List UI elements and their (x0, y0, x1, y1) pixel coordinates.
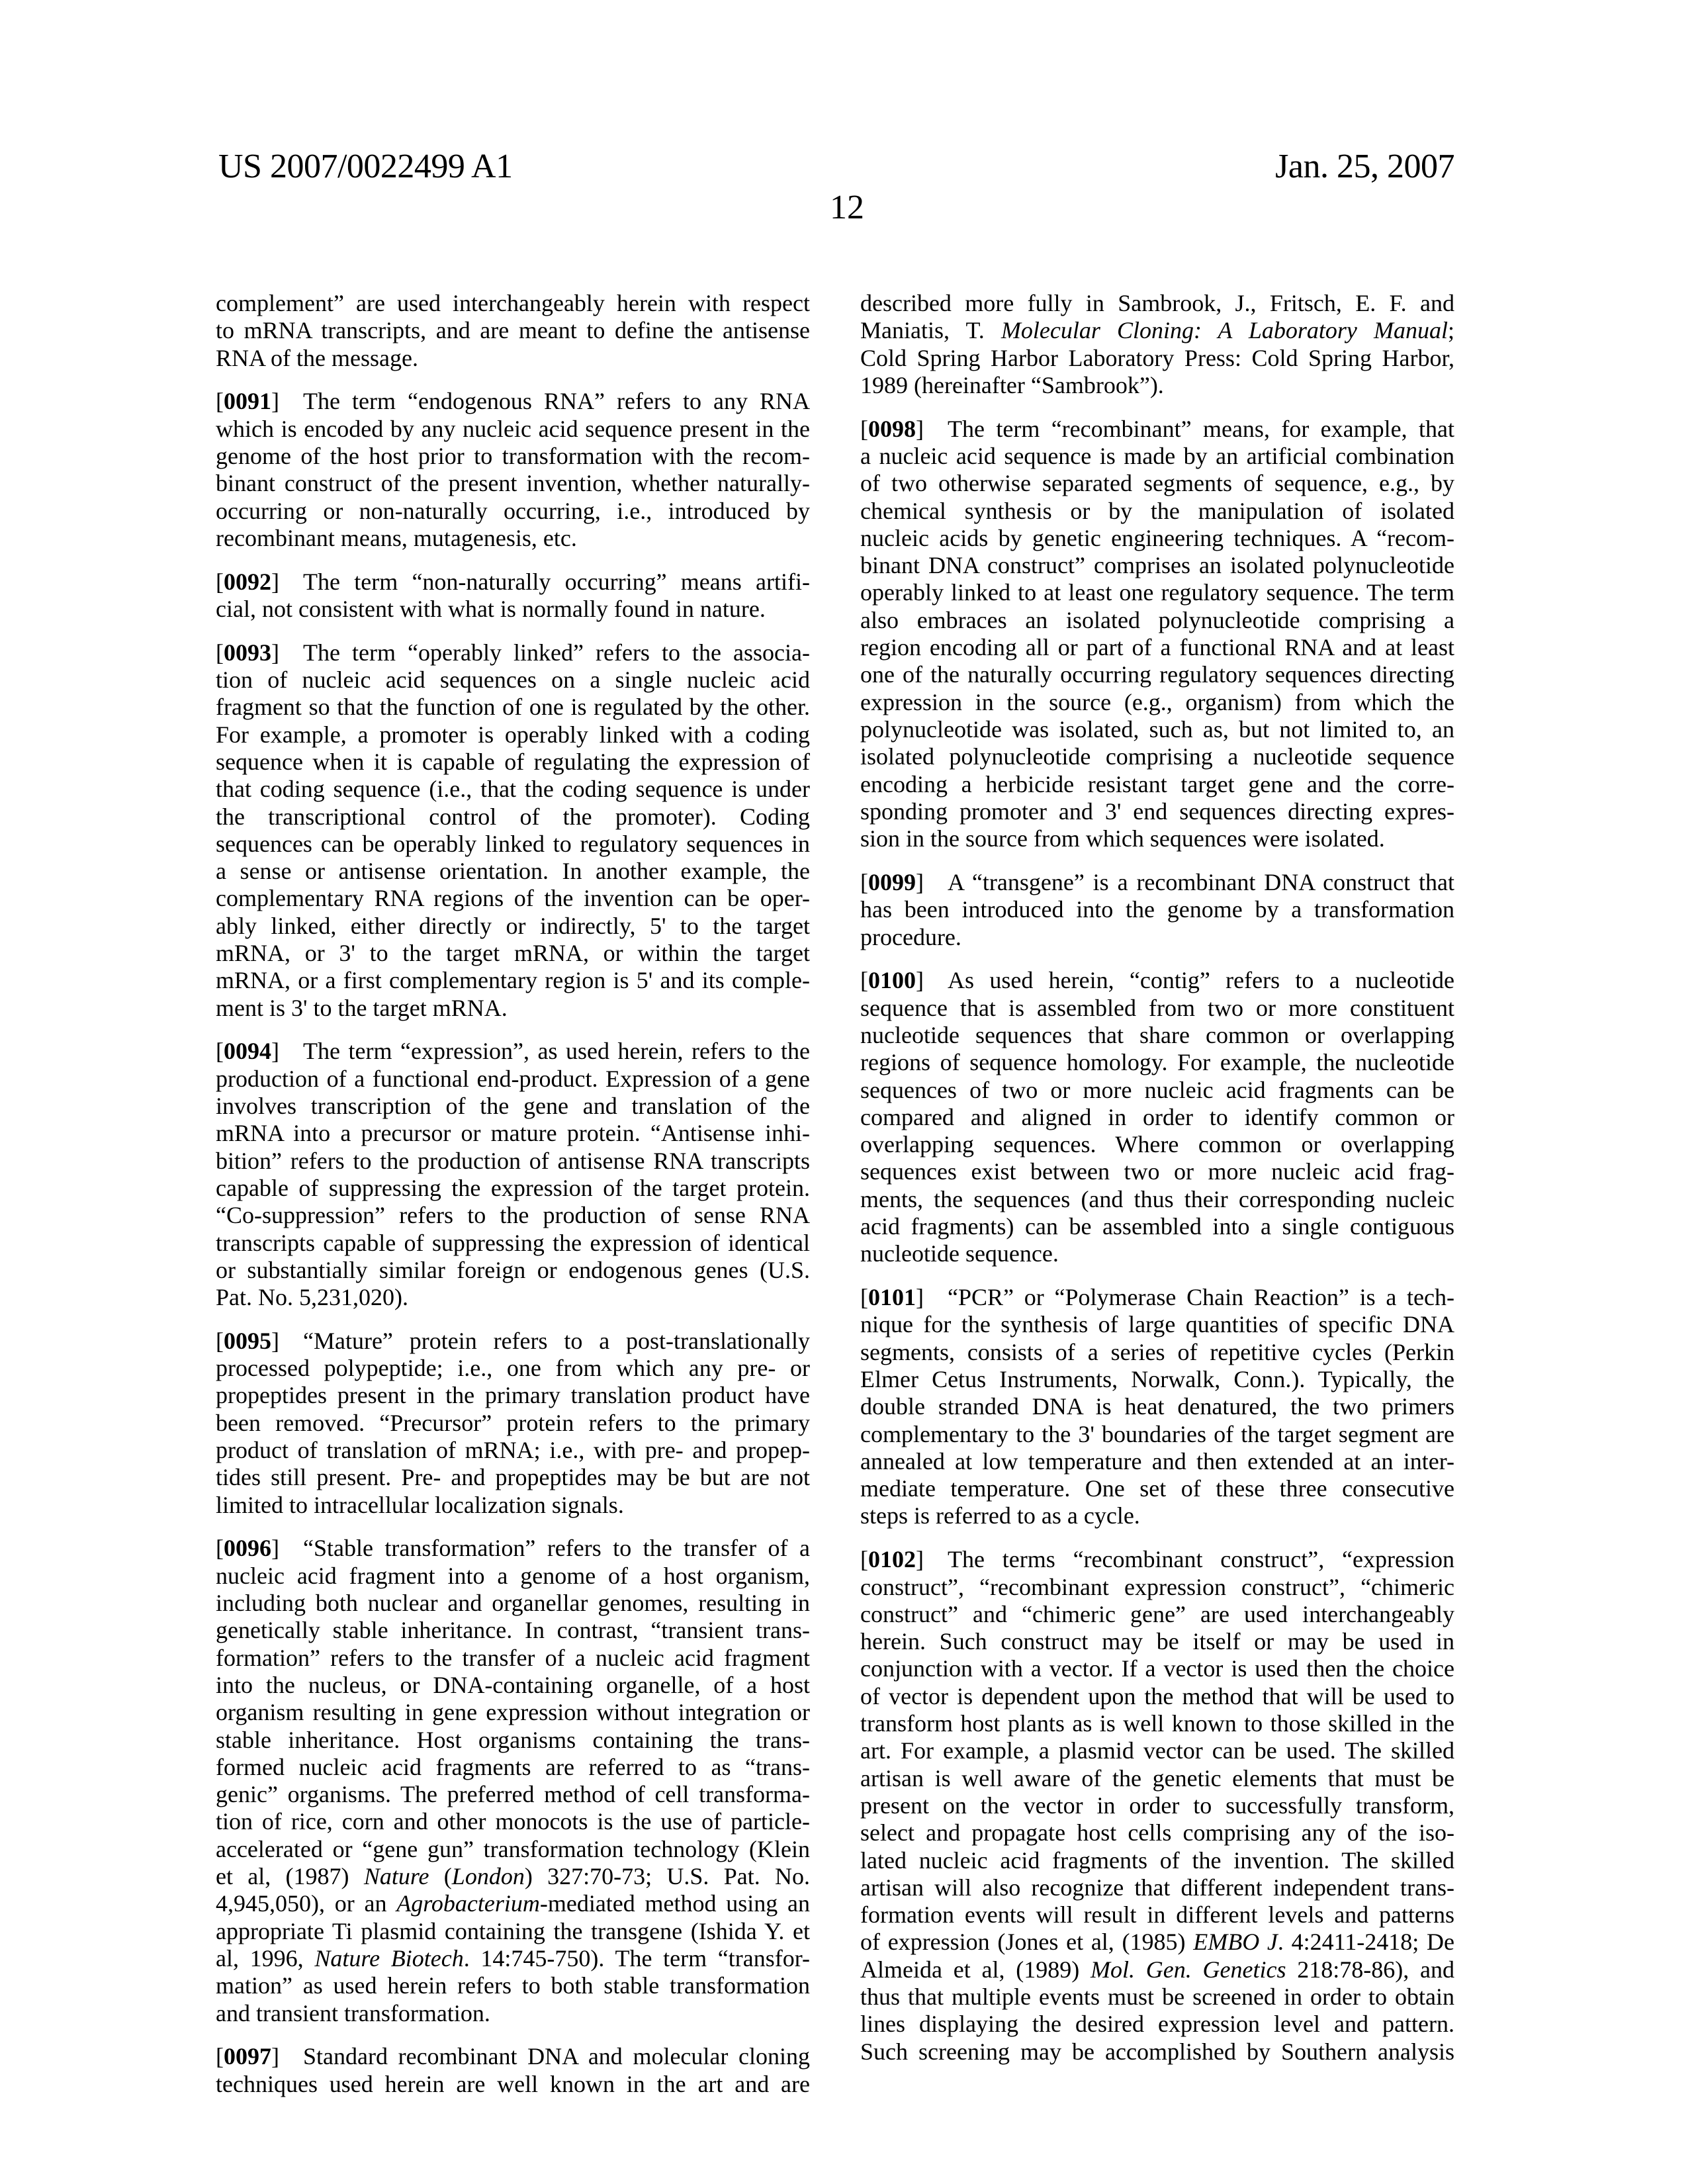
text-line: stable inheritance. Host organisms containing the trans- (216, 1726, 810, 1753)
text-line: of two otherwise separated segments of sequence, e.g., by (860, 470, 1454, 497)
text-line: [0098] The term “recombinant” means, for example, that (860, 415, 1454, 442)
text-line: “Co-suppression” refers to the production of sense RNA (216, 1202, 810, 1229)
text-line: including both nuclear and organellar genomes, resulting in (216, 1590, 810, 1617)
text-line: Almeida et al, (1989) Mol. Gen. Genetics 218:78-86), and (860, 1956, 1454, 1983)
page-number: 12 (830, 189, 864, 226)
text-line: chemical synthesis or by the manipulation of isolated (860, 497, 1454, 524)
text-line: into the nucleus, or DNA-containing organelle, of a host (216, 1671, 810, 1698)
text-line: For example, a promoter is operably linked with a coding (216, 721, 810, 748)
text-line: sequence that is assembled from two or more constituent (860, 994, 1454, 1021)
text-line: or substantially similar foreign or endogenous genes (U.S. (216, 1256, 810, 1283)
text-line: transcripts capable of suppressing the expression of identical (216, 1229, 810, 1256)
paragraph-0100 (860, 967, 1454, 1267)
text-line: polynucleotide was isolated, such as, but not limited to, an (860, 715, 1454, 743)
text-line: mRNA into a precursor or mature protein. “Antisense inhi- (216, 1120, 810, 1147)
text-line: isolated polynucleotide comprising a nucleotide sequence (860, 743, 1454, 770)
text-line: one of the naturally occurring regulatory sequences directing (860, 661, 1454, 688)
text-line: acid fragments) can be assembled into a single contiguous (860, 1213, 1454, 1240)
text-line: [0092] The term “non-naturally occurring” means artifi- (216, 568, 810, 595)
paragraph-number: [0094] (216, 1038, 279, 1065)
text-line: mRNA, or 3' to the target mRNA, or within the target (216, 940, 810, 967)
paragraph-0097 (216, 2043, 810, 2098)
text-line: sponding promoter and 3' end sequences directing expres- (860, 797, 1454, 825)
text-line: formation events will result in different levels and patterns (860, 1901, 1454, 1929)
text-line: lines displaying the desired expression level and pattern. (860, 2011, 1454, 2038)
text-line: binant construct of the present invention, whether naturally- (216, 470, 810, 497)
paragraph-number: [0102] (860, 1546, 924, 1573)
text-line: and transient transformation. (216, 1999, 490, 2026)
text-line: compared and aligned in order to identify common or (860, 1103, 1454, 1130)
text-line: complementary RNA regions of the invention can be oper- (216, 885, 810, 912)
paragraph-0102 (860, 1546, 1454, 2066)
text-line: occurring or non-naturally occurring, i.e., introduced by (216, 497, 810, 524)
text-line: sequence when it is capable of regulating the expression of (216, 748, 810, 775)
left-column (216, 290, 810, 2114)
text-line: to mRNA transcripts, and are meant to define the antisense (216, 317, 810, 344)
paragraph-number: [0095] (216, 1327, 279, 1354)
text-line: sequences exist between two or more nucleic acid frag- (860, 1158, 1454, 1185)
paragraph-0092 (216, 569, 810, 623)
text-line: binant DNA construct” comprises an isolated polynucleotide (860, 552, 1454, 579)
text-line: 1989 (hereinafter “Sambrook”). (860, 371, 1164, 398)
text-line: bition” refers to the production of antisense RNA transcripts (216, 1147, 810, 1174)
paragraph-number: [0096] (216, 1535, 279, 1562)
text-line: double stranded DNA is heat denatured, the two primers (860, 1393, 1454, 1420)
text-line: complementary to the 3' boundaries of the target segment are (860, 1420, 1454, 1447)
text-line: [0101] “PCR” or “Polymerase Chain Reaction” is a tech- (860, 1284, 1454, 1311)
paragraph-0091 (216, 388, 810, 552)
paragraph-number: [0101] (860, 1284, 924, 1311)
text-line: described more fully in Sambrook, J., Fritsch, E. F. and (860, 290, 1454, 316)
text-line: segments, consists of a series of repetitive cycles (Perkin (860, 1338, 1454, 1365)
text-line: 4,945,050), or an Agrobacterium-mediated method using an (216, 1890, 810, 1917)
text-line: a sense or antisense orientation. In another example, the (216, 858, 810, 885)
text-line: overlapping sequences. Where common or overlapping (860, 1131, 1454, 1158)
text-line: product of translation of mRNA; i.e., with pre- and propep- (216, 1437, 810, 1464)
text-line: RNA of the message. (216, 344, 418, 371)
text-line: mRNA, or a first complementary region is 5' and its comple- (216, 967, 810, 994)
text-line: thus that multiple events must be screened in order to obtain (860, 1983, 1454, 2011)
text-line: sequences can be operably linked to regulatory sequences in (216, 830, 810, 857)
text-line: al, 1996, Nature Biotech. 14:745-750). The term “transfor- (216, 1944, 810, 1972)
paragraph-number: [0099] (860, 868, 924, 895)
text-line: [0102] The terms “recombinant construct”, “expression (860, 1546, 1454, 1573)
text-line: the transcriptional control of the promoter). Coding (216, 803, 810, 830)
text-line: et al, (1987) Nature (London) 327:70-73; U.S. Pat. No. (216, 1863, 811, 1890)
text-line: tion of nucleic acid sequences on a single nucleic acid (216, 666, 810, 694)
text-line: recombinant means, mutagenesis, etc. (216, 524, 577, 551)
text-line: lated nucleic acid fragments of the invention. The skilled (860, 1846, 1454, 1874)
paragraph-0095 (216, 1328, 810, 1519)
text-line: art. For example, a plasmid vector can be used. The skilled (860, 1737, 1454, 1764)
text-line: nique for the synthesis of large quantities of specific DNA (860, 1311, 1454, 1338)
text-line: [0099] A “transgene” is a recombinant DNA construct that (860, 868, 1454, 895)
text-line: [0093] The term “operably linked” refers to the associa- (216, 639, 810, 666)
text-line: Such screening may be accomplished by Southern analysis (860, 2038, 1454, 2065)
text-line: procedure. (860, 923, 961, 950)
paragraph-number: [0091] (216, 388, 279, 415)
paragraph-0099 (860, 869, 1454, 951)
paragraph-number: [0100] (860, 967, 924, 994)
text-line: sion in the source from which sequences were isolated. (860, 825, 1385, 852)
text-line: techniques used herein are well known in the art and are (216, 2070, 810, 2097)
text-line: also embraces an isolated polynucleotide comprising a (860, 606, 1454, 633)
text-line: present on the vector in order to successfully transform, (860, 1792, 1454, 1819)
text-line: genic” organisms. The preferred method of cell transforma- (216, 1781, 810, 1808)
text-line: annealed at low temperature and then extended at an inter- (860, 1447, 1454, 1475)
text-line: [0095] “Mature” protein refers to a post-translationally (216, 1327, 810, 1354)
paragraph-0094 (216, 1038, 810, 1311)
text-line: ably linked, either directly or indirectly, 5' to the target (216, 912, 810, 939)
text-line: nucleic acids by genetic engineering techniques. A “recom- (860, 524, 1454, 551)
paragraph-number: [0093] (216, 639, 279, 666)
text-line: [0100] As used herein, “contig” refers to a nucleotide (860, 967, 1454, 994)
text-line: has been introduced into the genome by a transformation (860, 896, 1454, 923)
text-line: nucleotide sequences that share common or overlapping (860, 1021, 1454, 1048)
text-line: genetically stable inheritance. In contrast, “transient trans- (216, 1617, 810, 1644)
text-line: artisan is well aware of the genetic elements that must be (860, 1764, 1454, 1792)
text-line: appropriate Ti plasmid containing the transgene (Ishida Y. et (216, 1917, 810, 1944)
text-line: fragment so that the function of one is regulated by the other. (216, 694, 810, 721)
text-line: [0094] The term “expression”, as used herein, refers to the (216, 1038, 810, 1065)
paragraph-0096 (216, 1535, 810, 2026)
paragraph-number: [0097] (216, 2043, 279, 2070)
text-line: mation” as used herein refers to both stable transformation (216, 1972, 810, 1999)
text-line: which is encoded by any nucleic acid sequence present in the (216, 415, 810, 442)
text-line: accelerated or “gene gun” transformation technology (Klein (216, 1835, 810, 1862)
text-line: construct” and “chimeric gene” are used interchangeably (860, 1600, 1454, 1627)
paragraph-0098 (860, 416, 1454, 853)
text-line: ment is 3' to the target mRNA. (216, 994, 508, 1021)
text-line: [0096] “Stable transformation” refers to the transfer of a (216, 1535, 810, 1562)
text-line: operably linked to at least one regulatory sequence. The term (860, 579, 1454, 606)
right-column (860, 290, 1454, 2081)
text-line: a nucleic acid sequence is made by an artificial combination (860, 442, 1454, 469)
text-line: genome of the host prior to transformation with the recom- (216, 442, 810, 469)
text-line: formed nucleic acid fragments are referred to as “trans- (216, 1753, 810, 1780)
text-line: capable of suppressing the expression of the target protein. (216, 1174, 810, 1201)
text-line: herein. Such construct may be itself or may be used in (860, 1628, 1454, 1655)
text-line: Maniatis, T. Molecular Cloning: A Laboratory Manual; (860, 317, 1454, 344)
text-line: Pat. No. 5,231,020). (216, 1284, 408, 1311)
text-line: formation” refers to the transfer of a nucleic acid fragment (216, 1644, 810, 1671)
text-line: nucleotide sequence. (860, 1240, 1059, 1267)
text-line: steps is referred to as a cycle. (860, 1502, 1140, 1529)
publication-date: Jan. 25, 2007 (1275, 148, 1454, 185)
text-line: limited to intracellular localization signals. (216, 1491, 624, 1518)
text-line: complement” are used interchangeably herein with respect (216, 290, 810, 316)
text-line: conjunction with a vector. If a vector is used then the choice (860, 1655, 1454, 1682)
text-line: mediate temperature. One set of these three consecutive (860, 1475, 1454, 1502)
text-line: been removed. “Precursor” protein refers to the primary (216, 1409, 810, 1436)
paragraph-continued (216, 290, 810, 372)
text-line: propeptides present in the primary translation product have (216, 1382, 810, 1409)
text-line: nucleic acid fragment into a genome of a host organism, (216, 1562, 810, 1589)
text-line: involves transcription of the gene and translation of the (216, 1093, 810, 1120)
paragraph-0101 (860, 1284, 1454, 1530)
text-line: that coding sequence (i.e., that the coding sequence is under (216, 776, 810, 803)
text-line: region encoding all or part of a functional RNA and at least (860, 634, 1454, 661)
text-line: ments, the sequences (and thus their corresponding nucleic (860, 1185, 1454, 1212)
text-line: processed polypeptide; i.e., one from which any pre- or (216, 1355, 810, 1382)
paragraph-0093 (216, 639, 810, 1022)
text-line: Elmer Cetus Instruments, Norwalk, Conn.). Typically, the (860, 1365, 1454, 1392)
text-line: expression in the source (e.g., organism) from which the (860, 688, 1454, 715)
text-line: [0097] Standard recombinant DNA and molecular cloning (216, 2043, 810, 2070)
paragraph-number: [0092] (216, 568, 279, 595)
text-line: encoding a herbicide resistant target gene and the corre- (860, 770, 1454, 797)
text-line: organism resulting in gene expression without integration or (216, 1699, 810, 1726)
text-line: transform host plants as is well known to those skilled in the (860, 1710, 1454, 1737)
text-line: tides still present. Pre- and propeptides may be but are not (216, 1464, 810, 1491)
text-line: construct”, “recombinant expression construct”, “chimeric (860, 1573, 1454, 1600)
paragraph-number: [0098] (860, 415, 924, 442)
text-line: cial, not consistent with what is normally found in nature. (216, 595, 766, 622)
text-line: of vector is dependent upon the method that will be used to (860, 1682, 1454, 1709)
text-line: sequences of two or more nucleic acid fragments can be (860, 1076, 1454, 1103)
paragraph-continued (860, 290, 1454, 399)
text-line: [0091] The term “endogenous RNA” refers to any RNA (216, 388, 810, 415)
text-line: artisan will also recognize that different independent trans- (860, 1874, 1454, 1901)
text-line: Cold Spring Harbor Laboratory Press: Cold Spring Harbor, (860, 344, 1454, 371)
publication-number: US 2007/0022499 A1 (218, 148, 513, 185)
text-line: regions of sequence homology. For example, the nucleotide (860, 1049, 1454, 1076)
text-line: production of a functional end-product. Expression of a gene (216, 1065, 810, 1092)
text-line: tion of rice, corn and other monocots is the use of particle- (216, 1808, 810, 1835)
text-line: select and propagate host cells comprising any of the iso- (860, 1819, 1454, 1846)
text-line: of expression (Jones et al, (1985) EMBO J. 4:2411-2418; De (860, 1929, 1454, 1956)
